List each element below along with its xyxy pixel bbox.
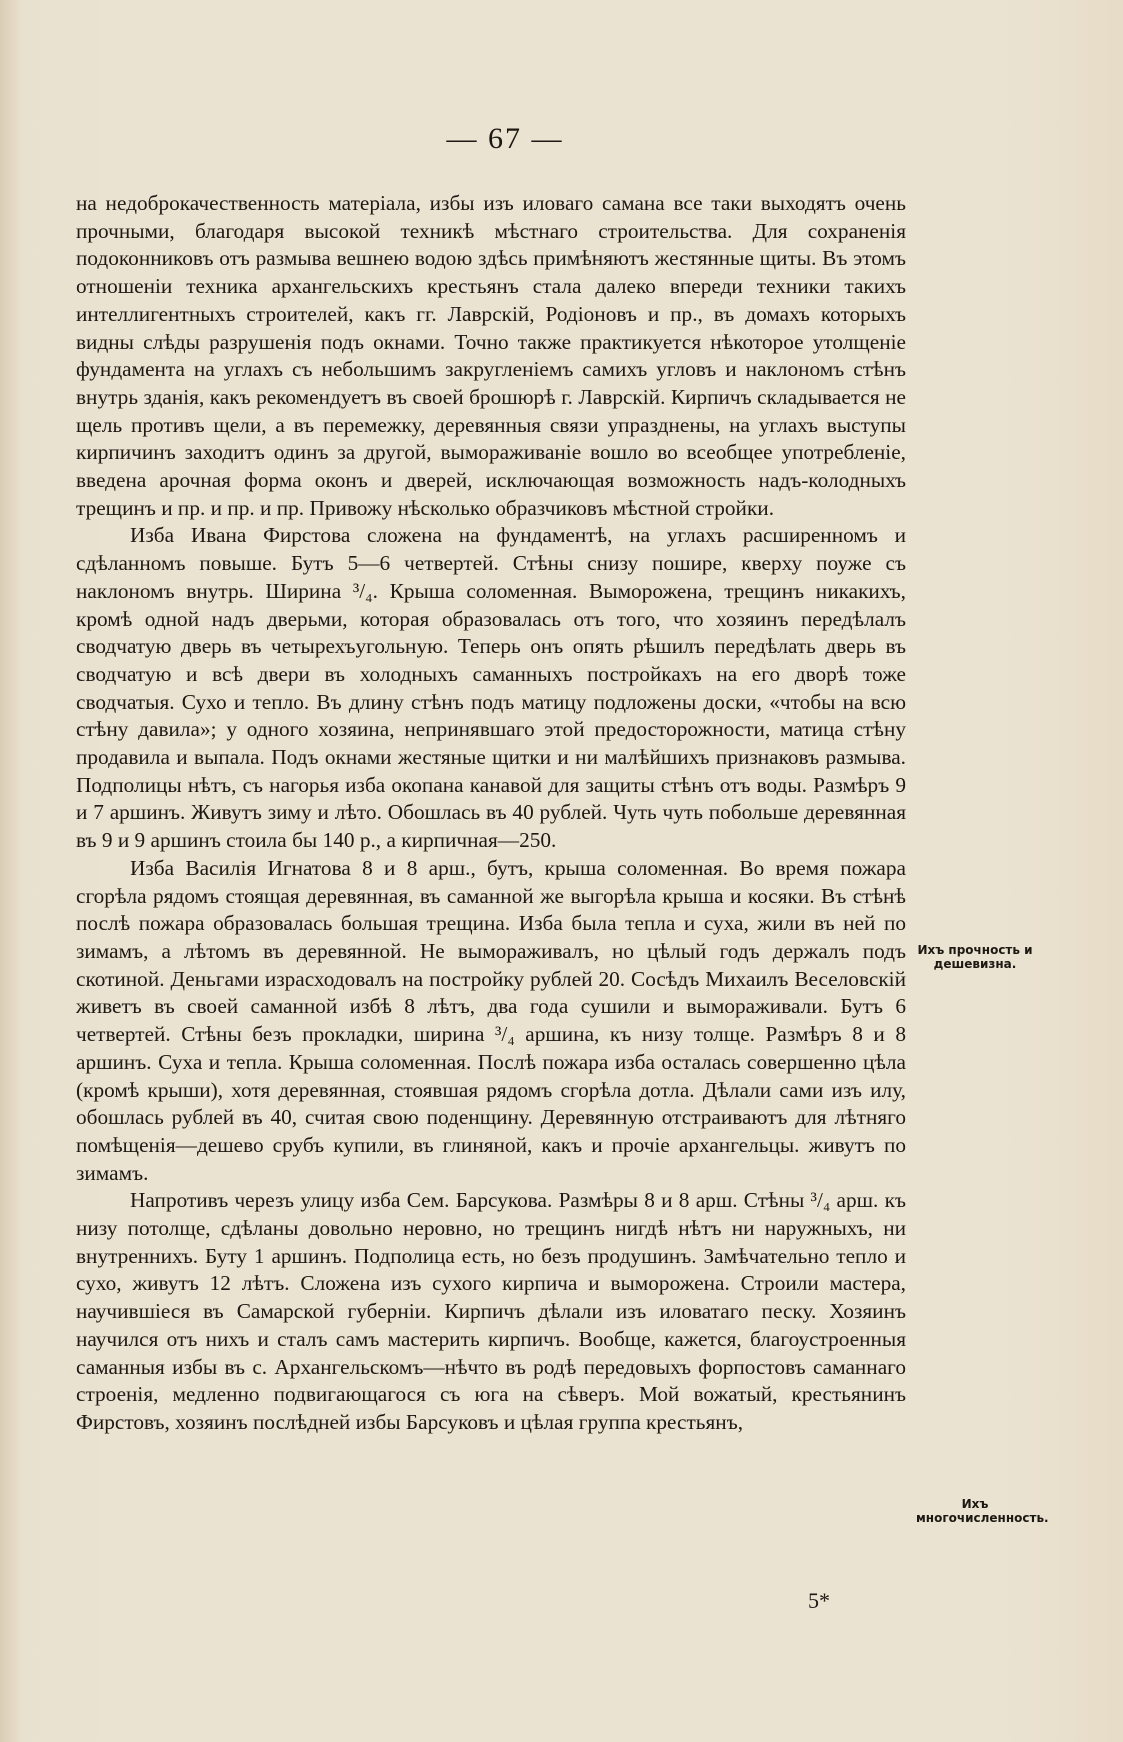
body-text — [76, 190, 906, 1437]
paragraph-4: Напротивъ черезъ улицу изба Сем. Барсукова. Размѣры 8 и 8 арш. Стѣны ³/₄ арш. къ низу потолще, сдѣланы довольно неровно, но трещинъ нигдѣ нѣтъ ни наружныхъ, ни внутреннихъ. Буту 1 аршинъ. Подполица есть, но безъ продушинъ. Замѣчательно тепло и сухо, живутъ 12 лѣтъ. Сложена изъ сухого кирпича и выморожена. Строили мастера, научившіеся въ Самарской губерніи. Кирпичъ дѣлали изъ иловатаго песку. Хозяинъ научился отъ нихъ и сталъ самъ мастерить кирпичъ. Вообще, кажется, благоустроенныя саманныя избы въ с. Архангельскомъ—нѣчто въ родѣ передовыхъ форпостовъ саманнаго строенія, медленно подвигающагося съ юга на сѣверъ. Мой вожатый, крестьянинъ Фирстовъ, хозяинъ послѣдней избы Барсуковъ и цѣлая группа крестьянъ, — [76, 1188, 906, 1434]
signature-mark: 5* — [808, 1588, 830, 1613]
margin-note-number: Ихъ многочисленность. — [916, 1497, 1049, 1525]
margin-note-durability: Ихъ прочность и дешевизна. — [917, 943, 1033, 971]
paragraph-1: на недоброкачественность матеріала, избы изъ иловаго самана все таки выходятъ очень прочными, благодаря высокой техникѣ мѣстнаго строительства. Для сохраненія подоконниковъ отъ размыва вешнею водою здѣсь примѣняютъ жестянные щиты. Въ этомъ отношеніи техника архангельскихъ крестьянъ стала далеко впереди техники такихъ интеллигентныхъ строителей, какъ гг. Лаврскій, Родіоновъ и пр., въ домахъ которыхъ видны слѣды разрушенія подъ окнами. Точно также практикуется нѣкоторое утолщеніе фундамента на углахъ съ небольшимъ закругленіемъ самихъ угловъ и наклономъ стѣнъ внутрь зданія, какъ рекомендуетъ въ своей брошюрѣ г. Лаврскій. Кирпичъ складывается не щель противъ щели, а въ перемежку, деревянныя связи упразднены, на углахъ выступы кирпичинъ заходитъ одинъ за другой, вымораживаніе вошло во всеобщее употребленіе, введена арочная форма оконъ и дверей, исключающая возможность надъ-колодныхъ трещинъ и пр. и пр. и пр. Привожу нѣсколько образчиковъ мѣстной стройки. — [76, 191, 906, 520]
paragraph-2: Изба Ивана Фирстова сложена на фундаментѣ, на углахъ расширенномъ и сдѣланномъ повыше. Бутъ 5—6 четвертей. Стѣны снизу пошире, кверху поуже съ наклономъ внутрь. Ширина ³/₄. Крыша соломенная. Выморожена, трещинъ никакихъ, кромѣ одной надъ дверьми, которая образовалась отъ того, что хозяинъ передѣлалъ сводчатую дверь въ четырехъугольную. Теперь онъ опять рѣшилъ передѣлать дверь въ сводчатую и всѣ двери въ холодныхъ саманныхъ постройкахъ на его дворѣ тоже сводчатыя. Сухо и тепло. Въ длину стѣнъ подъ матицу подложены доски, «чтобы на всю стѣну давила»; у одного хозяина, непринявшаго этой предосторожности, матица стѣну продавила и выпала. Подъ окнами жестяные щитки и ни малѣйшихъ признаковъ размыва. Подполицы нѣтъ, съ нагорья изба окопана канавой для защиты стѣнъ отъ воды. Размѣръ 9 и 7 аршинъ. Живутъ зиму и лѣто. Обошлась въ 40 рублей. Чуть чуть побольше деревянная въ 9 и 9 аршинъ стоила бы 140 р., а кирпичная—250. — [76, 523, 906, 853]
paragraph-3: Изба Василія Игнатова 8 и 8 арш., бутъ, крыша соломенная. Во время пожара сгорѣла рядомъ стоящая деревянная, въ саманной же выгорѣла крыша и косяки. Въ стѣнѣ послѣ пожара образовалась большая трещина. Изба была тепла и суха, жили въ ней по зимамъ, а лѣтомъ въ деревянной. Не вымораживалъ, но цѣлый годъ держалъ подъ скотиной. Деньгами израсходовалъ на постройку рублей 20. Сосѣдъ Михаилъ Веселовскій живетъ въ своей саманной избѣ 8 лѣтъ, два года сушили и вымораживали. Бутъ 6 четвертей. Стѣны безъ прокладки, ширина ³/₄ аршина, къ низу толще. Размѣръ 8 и 8 аршинъ. Суха и тепла. Крыша соломенная. Послѣ пожара изба осталась совершенно цѣла (кромѣ крыши), хотя деревянная, стоявшая рядомъ сгорѣла дотла. Дѣлали сами изъ илу, обошлась рублей въ 40, считая свою поденщину. Деревянную отстраиваютъ для лѣтняго помѣщенія—дешево срубъ купили, въ глиняной, какъ и прочіе архангельцы. живутъ по зимамъ. — [76, 855, 906, 1185]
page-number: — 67 — — [446, 122, 564, 155]
